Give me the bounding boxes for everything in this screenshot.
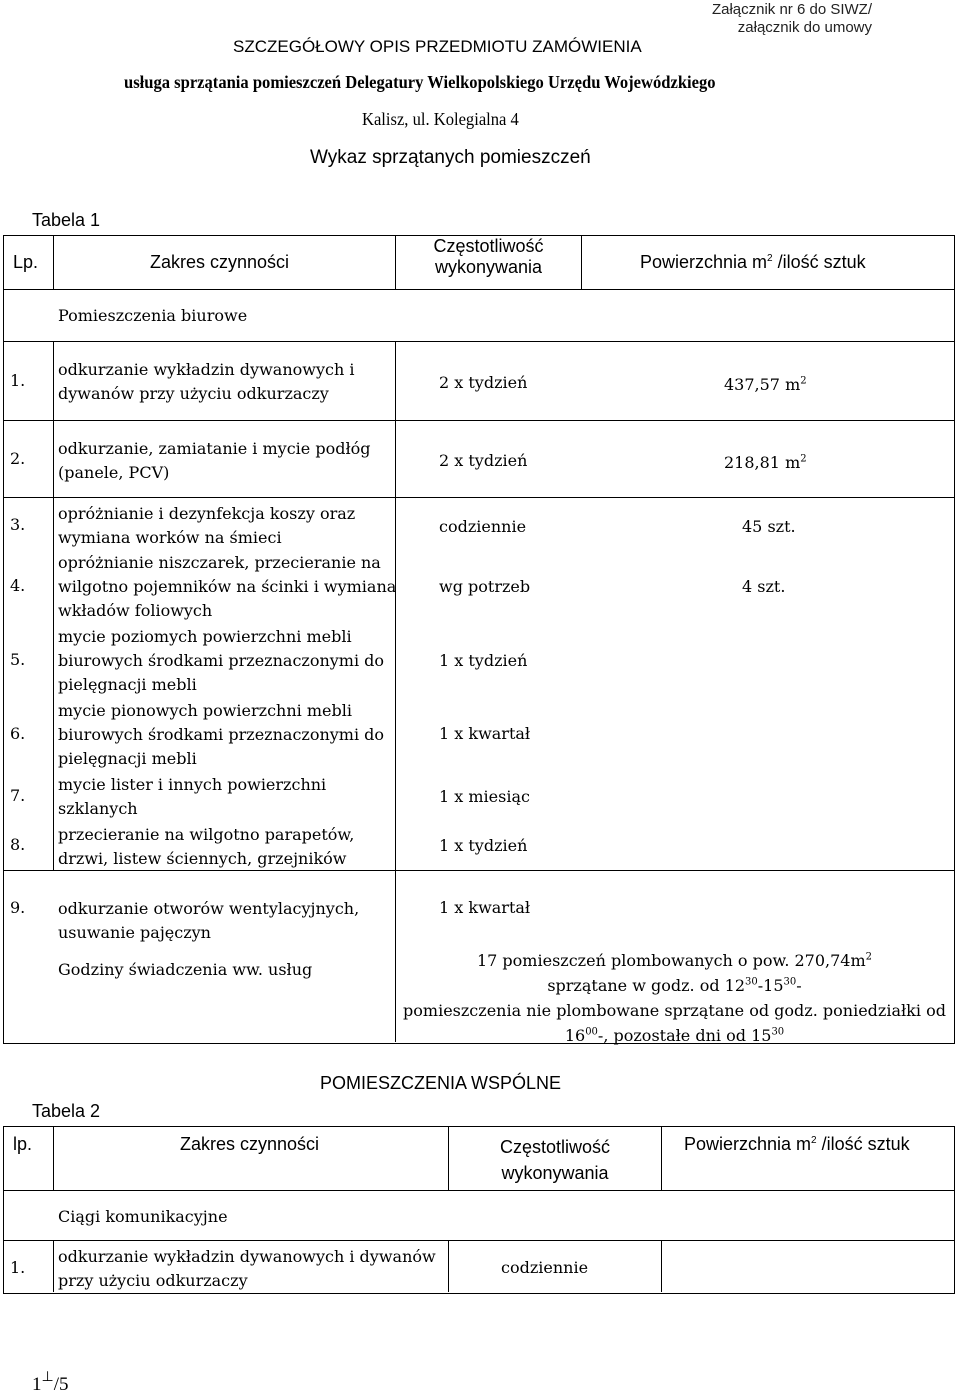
table2-header-area: Powierzchnia $m^2$ /ilość sztuk (684, 1134, 910, 1154)
attachment-note-2: załącznik do umowy (737, 19, 872, 36)
table2-header-frequency: Częstotliwość wykonywania (499, 1137, 611, 1183)
table-row-lp: 3. (10, 515, 26, 534)
table-row-scope: mycie pionowych powierzchni mebli biurowych środkami przeznaczonymi do pielęgnacji mebli (58, 701, 385, 768)
table-row-frequency: 1 x miesiąc (439, 787, 530, 806)
table-row-scope: odkurzanie, zamiatanie i mycie podłóg (panele, PCV) (58, 439, 371, 482)
table1-header-area: Powierzchnia $m^2$ /ilość sztuk (640, 252, 866, 272)
address: Kalisz, ul. Kolegialna 4 (362, 109, 519, 129)
table-row-scope: odkurzanie otworów wentylacyjnych, usuwanie pajęczyn (58, 899, 360, 942)
table-row-frequency: 1 x kwartał (439, 898, 531, 917)
table2-section-title: Ciągi komunikacyjne (58, 1207, 228, 1226)
table-row-lp: 2. (10, 449, 26, 468)
table1-section-title: Pomieszczenia biurowe (58, 306, 248, 325)
table-row-lp: 4. (10, 576, 26, 595)
table-row-scope: opróżnianie i dezynfekcja koszy oraz wymiana worków na śmieci (58, 504, 356, 547)
list-title: Wykaz sprzątanych pomieszczeń (310, 147, 591, 168)
table-row-lp: 1. (10, 371, 26, 390)
table-row-frequency: 1 x tydzień (439, 651, 528, 670)
table-row-lp: 1. (10, 1258, 26, 1277)
table-row-lp: 6. (10, 724, 26, 743)
table-row-scope: przecieranie na wilgotno parapetów, drzwi, listew ściennych, grzejników (58, 825, 355, 868)
page-number: 1⊥/5 (32, 1370, 69, 1395)
table-row-frequency: 2 x tydzień (439, 451, 528, 470)
table2-header-scope: Zakres czynności (180, 1134, 320, 1154)
table-row-area: 4 szt. (742, 577, 786, 596)
table-row-scope: mycie lister i innych powierzchni szklanych (58, 775, 327, 818)
service-hours-label: Godziny świadczenia ww. usług (58, 960, 313, 979)
table1-header-lp: Lp. (13, 252, 39, 272)
table-row-lp: 9. (10, 898, 26, 917)
table-row-frequency: wg potrzeb (439, 577, 531, 596)
table-row-frequency: 1 x kwartał (439, 724, 531, 743)
table-row-frequency: 2 x tydzień (439, 373, 528, 392)
table1-header-scope: Zakres czynności (150, 252, 290, 272)
table-row-scope: opróżnianie niszczarek, przecieranie na wilgotno pojemników na ścinki i wymiana wkładów foliowych (58, 553, 397, 620)
document-title: SZCZEGÓŁOWY OPIS PRZEDMIOTU ZAMÓWIENIA (233, 37, 642, 56)
table1-header-frequency: Częstotliwość wykonywania (433, 236, 544, 277)
table-row-lp: 5. (10, 650, 26, 669)
document-subtitle: usługa sprzątania pomieszczeń Delegatury Wielkopolskiego Urzędu Wojewódzkiego (124, 72, 716, 92)
table-row-area: 218,81 $m^2$ (724, 453, 807, 472)
table-row-lp: 7. (10, 786, 26, 805)
table-row-area: 45 szt. (742, 517, 796, 536)
table-row-scope: mycie poziomych powierzchni mebli biurowych środkami przeznaczonymi do pielęgnacji mebli (58, 627, 385, 694)
table-row-scope: odkurzanie wykładzin dywanowych i dywanów przy użyciu odkurzaczy (58, 360, 355, 403)
service-hours-text: 17 pomieszczeń plombowanych o pow. $270,74m^2$ sprzątane w godz. od $12^{30}-15^{30}-$ pomieszczenia nie plombowane sprzątane od godz. poniedziałki od $16^{00}-$, pozostałe dni od $15^{30}$ (403, 951, 946, 1045)
table-row-area: 437,57 $m^2$ (724, 375, 807, 394)
attachment-note: Załącznik nr 6 do SIWZ/ (711, 1, 872, 18)
table-row-scope: odkurzanie wykładzin dywanowych i dywanów przy użyciu odkurzaczy (58, 1247, 436, 1290)
table2-label: Tabela 2 (32, 1101, 101, 1121)
table-row-frequency: 1 x tydzień (439, 836, 528, 855)
table-row-frequency: codziennie (439, 517, 527, 536)
table-row-lp: 8. (10, 835, 26, 854)
table2-header-lp: lp. (13, 1134, 33, 1154)
common-areas-heading: POMIESZCZENIA WSPÓLNE (320, 1073, 562, 1093)
table1-label: Tabela 1 (32, 210, 101, 230)
table-row-frequency: codziennie (501, 1258, 589, 1277)
